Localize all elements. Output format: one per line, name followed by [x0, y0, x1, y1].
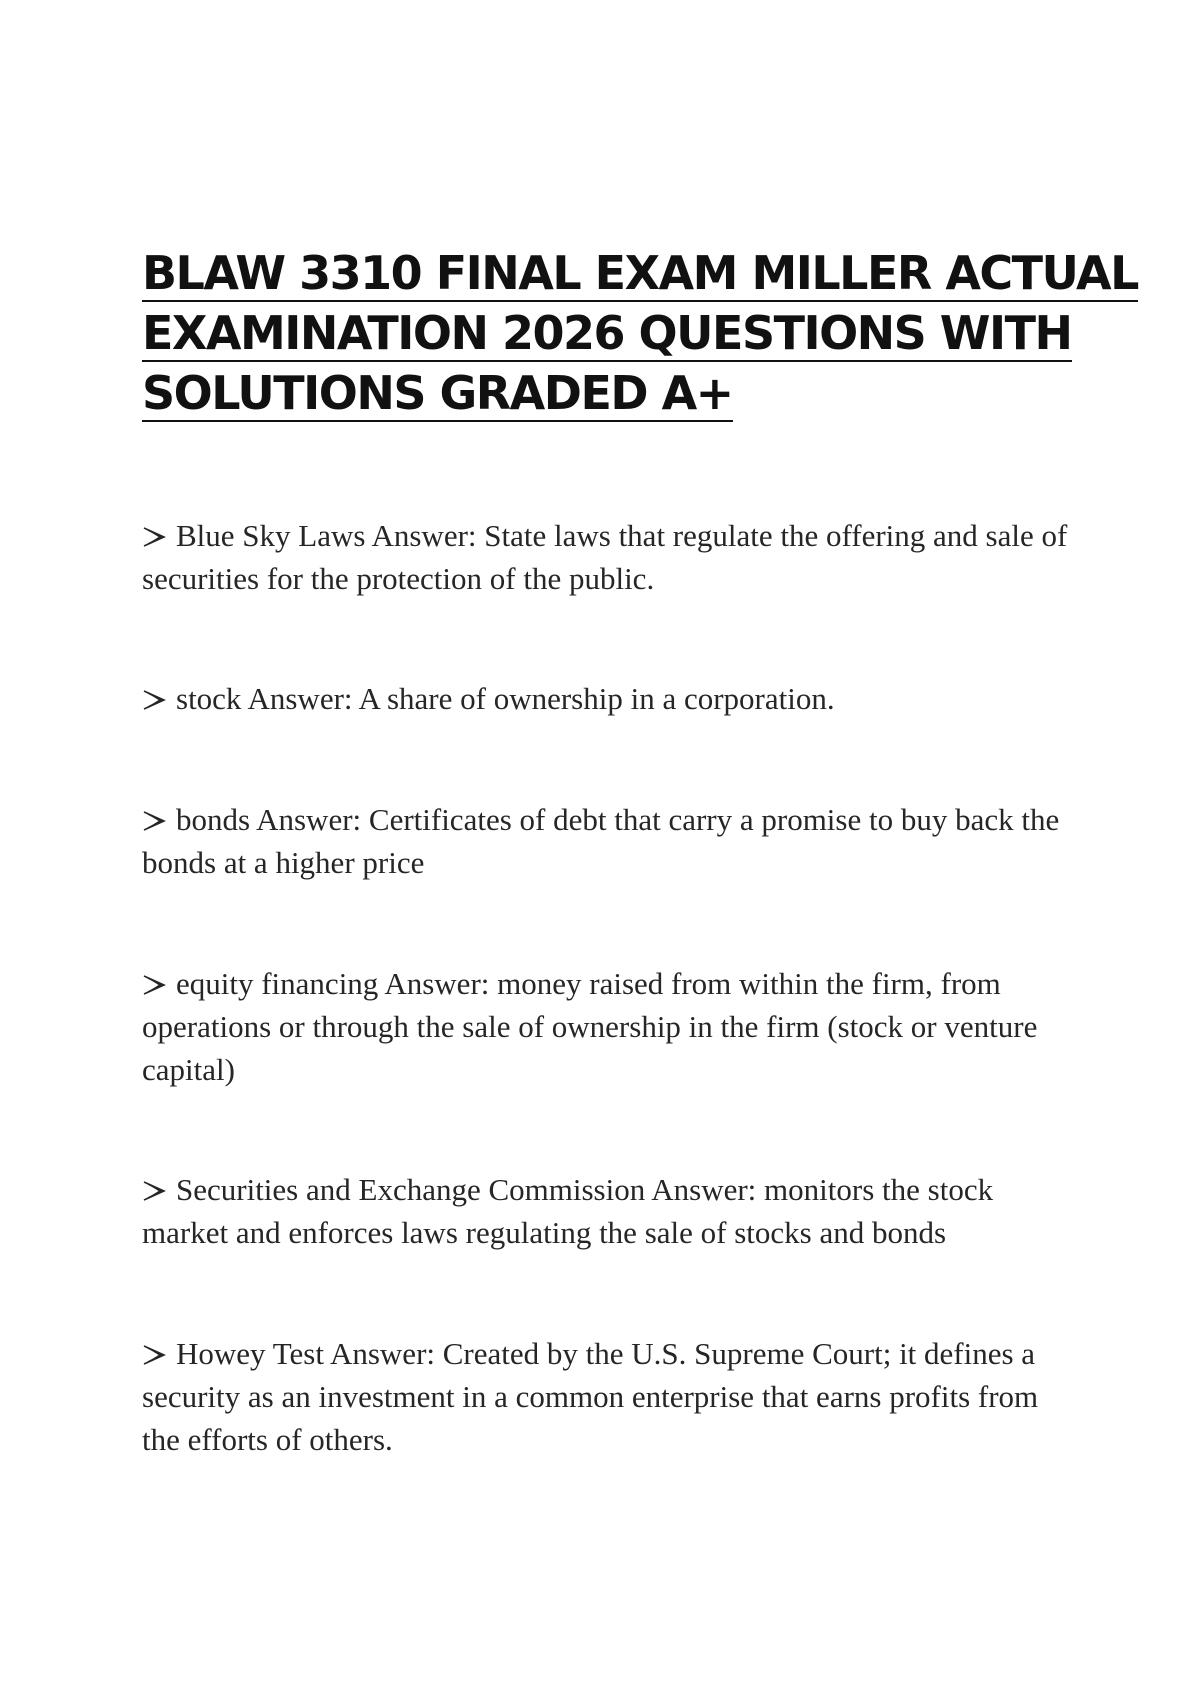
arrow-bullet-icon	[142, 1334, 168, 1356]
qa-item-blue-sky-laws	[142, 514, 1072, 600]
qa-text: bonds Answer: Certificates of debt that carry a promise to buy back the bonds at a higher price	[142, 802, 1060, 880]
qa-text: stock Answer: A share of ownership in a corporation.	[176, 681, 835, 716]
qa-item-howey-test	[142, 1332, 1072, 1461]
qa-text: Howey Test Answer: Created by the U.S. Supreme Court; it defines a security as an investment in a common enterprise that earns profits from the efforts of others.	[142, 1336, 1039, 1457]
arrow-bullet-icon	[142, 516, 168, 538]
arrow-bullet-icon	[142, 1170, 168, 1192]
arrow-bullet-icon	[142, 800, 168, 822]
qa-item-equity-financing	[142, 962, 1072, 1091]
title-line-1: BLAW 3310 FINAL EXAM MILLER ACTUAL	[142, 246, 1138, 300]
document-title	[142, 246, 1138, 426]
qa-text: Securities and Exchange Commission Answer: monitors the stock market and enforces laws regulating the sale of stocks and bonds	[142, 1172, 994, 1250]
title-line-3: SOLUTIONS GRADED A+	[142, 366, 733, 420]
qa-item-bonds	[142, 798, 1072, 884]
qa-item-stock	[142, 677, 1072, 720]
arrow-bullet-icon	[142, 964, 168, 986]
qa-text: equity financing Answer: money raised from within the firm, from operations or through the sale of ownership in the firm (stock or venture capital)	[142, 966, 1038, 1087]
qa-text: Blue Sky Laws Answer: State laws that regulate the offering and sale of securities for the protection of the public.	[142, 518, 1068, 596]
arrow-bullet-icon	[142, 679, 168, 701]
title-line-2: EXAMINATION 2026 QUESTIONS WITH	[142, 306, 1072, 360]
qa-item-sec	[142, 1168, 1072, 1254]
